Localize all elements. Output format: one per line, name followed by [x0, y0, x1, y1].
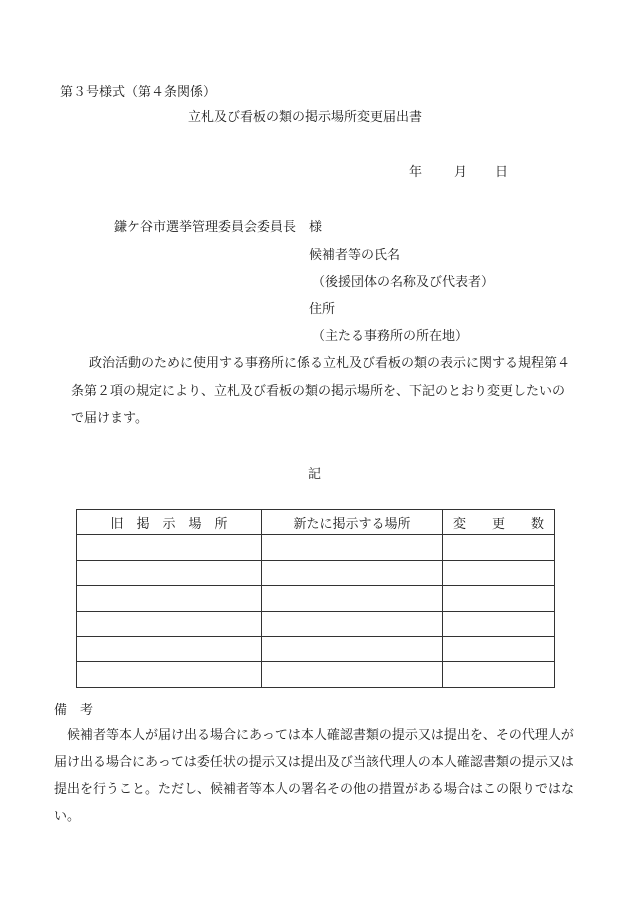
change-count-cell[interactable] [443, 535, 555, 560]
main-office-label: （主たる事務所の所在地） [312, 329, 469, 344]
new-location-cell[interactable] [262, 586, 443, 611]
old-location-cell[interactable] [77, 611, 262, 636]
new-location-cell[interactable] [262, 560, 443, 585]
table-row [77, 662, 555, 687]
addressee: 鎌ケ谷市選挙管理委員会委員長 様 [114, 220, 323, 235]
old-location-cell[interactable] [77, 586, 262, 611]
table-row [77, 535, 555, 560]
new-location-cell[interactable] [262, 636, 443, 661]
header-change-count: 変 更 数 [443, 510, 555, 535]
old-location-cell[interactable] [77, 636, 262, 661]
change-count-cell[interactable] [443, 636, 555, 661]
date-month-label: 月 [454, 165, 468, 180]
change-count-cell[interactable] [443, 662, 555, 687]
table-row [77, 611, 555, 636]
candidate-name-label: 候補者等の氏名 [309, 248, 401, 263]
table-row [77, 636, 555, 661]
header-old-location: 旧 掲 示 場 所 [77, 510, 262, 535]
date-day-label: 日 [495, 165, 509, 180]
change-count-cell[interactable] [443, 586, 555, 611]
new-location-cell[interactable] [262, 535, 443, 560]
form-title: 立札及び看板の類の掲示場所変更届出書 [188, 110, 423, 125]
table-header-row [77, 510, 555, 535]
table-row [77, 560, 555, 585]
new-location-cell[interactable] [262, 662, 443, 687]
change-count-cell[interactable] [443, 611, 555, 636]
supporter-group-label: （後援団体の名称及び代表者） [312, 275, 495, 290]
table-row [77, 586, 555, 611]
old-location-cell[interactable] [77, 662, 262, 687]
remarks-heading: 備 考 [54, 703, 94, 718]
address-label: 住所 [309, 302, 336, 317]
form-number: 第３号様式（第４条関係） [60, 85, 217, 100]
change-table [76, 509, 555, 688]
remarks-text: 候補者等本人が届け出る場合にあっては本人確認書類の提示又は提出を、その代理人が届け出る場合にあっては委任状の提示又は提出及び当該代理人の本人確認書類の提示又は提出を行うこと。ただし、候補者等本人の署名その他の措置がある場合はこの限りではない。 [54, 728, 575, 824]
ki-heading: 記 [308, 467, 322, 482]
old-location-cell[interactable] [77, 535, 262, 560]
body-text: 政治活動のために使用する事務所に係る立札及び看板の類の表示に関する規程第４条第２項の規定により、立札及び看板の類の掲示場所を、下記のとおり変更したいので届けます。 [71, 356, 571, 426]
change-count-cell[interactable] [443, 560, 555, 585]
date-year-label: 年 [409, 165, 423, 180]
old-location-cell[interactable] [77, 560, 262, 585]
new-location-cell[interactable] [262, 611, 443, 636]
header-new-location: 新たに掲示する場所 [262, 510, 443, 535]
